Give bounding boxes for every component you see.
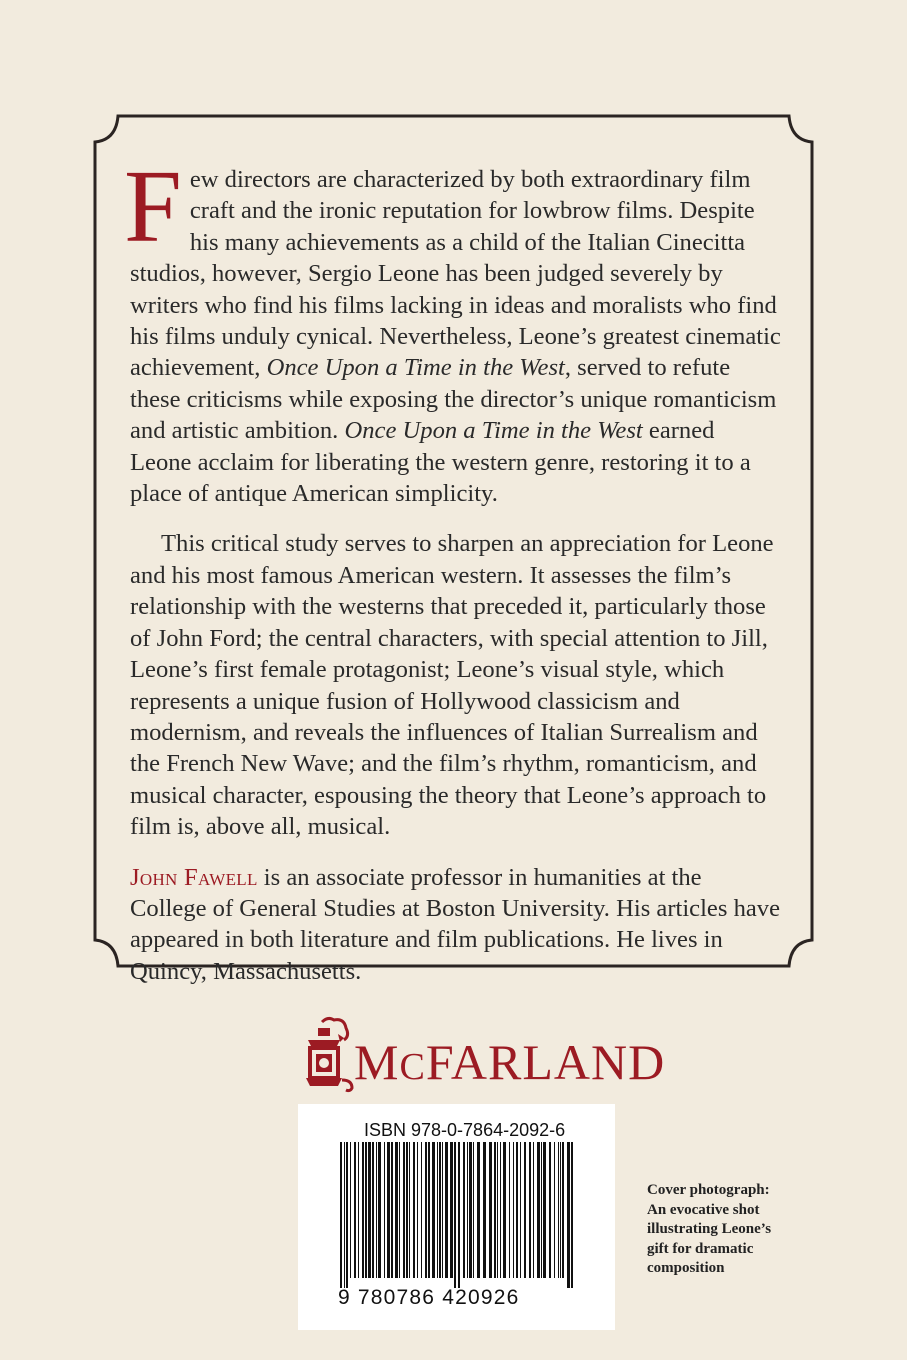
barcode-bar xyxy=(541,1142,542,1278)
barcode-panel xyxy=(298,1104,615,1330)
barcode-bar xyxy=(344,1142,345,1288)
barcode-bar xyxy=(524,1142,526,1278)
barcode-bar xyxy=(406,1142,408,1278)
barcode-bar xyxy=(439,1142,441,1278)
paragraph-study: This critical study serves to sharpen an appreciation for Leone and his most famous American western. It assesses the film’s relationship with the westerns that preceded it, particularly those of John Ford; the central characters, with special attention to Jill, Leone’s first female protagonist; Leone’s visual style, which represents a unique fusion of Hollywood classicism and modernism, and reveals the influences of Italian Surrealism and the French New Wave; and the film’s rhythm, romanticism, and musical character, espousing the theory that Leone’s approach to film is, above all, musical. xyxy=(130,530,774,841)
barcode-bar xyxy=(509,1142,510,1278)
barcode-bar xyxy=(391,1142,393,1278)
barcode-bar xyxy=(549,1142,551,1278)
barcode-bar xyxy=(368,1142,371,1278)
barcode-bar xyxy=(554,1142,555,1278)
barcode-bar xyxy=(362,1142,364,1278)
publisher-name: MCFARLAND xyxy=(354,1034,666,1090)
barcode-bar xyxy=(442,1142,443,1278)
drop-cap: F xyxy=(124,149,182,264)
caption-line: illustrating Leone’s xyxy=(647,1221,772,1238)
barcode-bar xyxy=(437,1142,438,1278)
caption-line: composition xyxy=(647,1260,725,1277)
barcode-bar xyxy=(413,1142,415,1278)
barcode-bar xyxy=(494,1142,496,1278)
barcode-bar xyxy=(417,1142,418,1278)
barcode-bar xyxy=(473,1142,474,1278)
lantern-icon xyxy=(300,1016,356,1096)
barcode-bar xyxy=(558,1142,559,1278)
barcode-bar xyxy=(387,1142,390,1278)
paragraph-author-bio: John Fawell is an associate professor in humanities at the College of General Studies at Boston University. His articles have appeared in both literature and film publications. He lives in Quincy, Massachusetts. xyxy=(130,863,780,985)
barcode-bar xyxy=(562,1142,564,1278)
barcode xyxy=(338,1142,578,1288)
barcode-bar xyxy=(395,1142,398,1278)
paragraph-intro: Few directors are characterized by both extraordinary film craft and the ironic reputation for lowbrow films. Despite his many achievements as a child of the Italian Cinecitta studios, however, Sergio Leone has been judged severely by writers who find his films lacking in ideas and moralists who find his films unduly cynical. Nevertheless, Leone’s greatest cinematic achievement, Once Upon a Time in the West, served to refute these criticisms while exposing the director’s unique romanticism and artistic ambition. Once Upon a Time in the West earned Leone acclaim for liberating the western genre, restoring it to a place of antique American simplicity. xyxy=(124,149,781,508)
barcode-bar xyxy=(358,1142,359,1278)
caption-line: gift for dramatic xyxy=(647,1240,754,1257)
barcode-bar xyxy=(450,1142,453,1278)
barcode-bar xyxy=(428,1142,430,1278)
barcode-bar xyxy=(463,1142,465,1278)
barcode-bar xyxy=(350,1142,351,1278)
barcode-bar xyxy=(354,1142,356,1278)
barcode-bar xyxy=(384,1142,385,1278)
barcode-bar xyxy=(483,1142,486,1278)
barcode-bar xyxy=(567,1142,570,1288)
barcode-bar xyxy=(445,1142,448,1278)
caption-line: An evocative shot xyxy=(647,1201,760,1218)
barcode-bar xyxy=(340,1142,342,1288)
barcode-bar xyxy=(533,1142,534,1278)
barcode-bar xyxy=(529,1142,531,1278)
barcode-bar xyxy=(409,1142,410,1278)
barcode-bar xyxy=(477,1142,480,1278)
barcode-bar xyxy=(467,1142,468,1278)
barcode-bar xyxy=(399,1142,400,1278)
barcode-bar xyxy=(497,1142,498,1278)
barcode-bar xyxy=(520,1142,521,1278)
barcode-bar xyxy=(421,1142,422,1278)
barcode-bar xyxy=(346,1142,348,1288)
cover-photo-caption xyxy=(647,1181,807,1279)
barcode-bar xyxy=(537,1142,540,1278)
barcode-bar xyxy=(469,1142,472,1278)
barcode-bar xyxy=(560,1142,561,1278)
barcode-bar xyxy=(365,1142,367,1278)
barcode-bar xyxy=(516,1142,518,1278)
barcode-digits: 9 780786 420926 xyxy=(338,1286,520,1309)
barcode-bar xyxy=(513,1142,514,1278)
barcode-bar xyxy=(403,1142,405,1278)
barcode-bar xyxy=(454,1142,456,1288)
description-text xyxy=(124,149,782,987)
film-title: Once Upon a Time in the West xyxy=(266,354,565,382)
film-title: Once Upon a Time in the West xyxy=(344,417,643,445)
isbn-label: ISBN 978-0-7864-2092-6 xyxy=(364,1120,566,1140)
barcode-bar xyxy=(372,1142,374,1278)
barcode-bar xyxy=(425,1142,427,1278)
barcode-bar xyxy=(432,1142,435,1278)
barcode-bar xyxy=(378,1142,381,1278)
author-name: John Fawell xyxy=(130,863,258,891)
barcode-bar xyxy=(458,1142,460,1288)
publisher-logo xyxy=(300,1016,666,1096)
barcode-bar xyxy=(571,1142,573,1288)
barcode-bar xyxy=(503,1142,506,1278)
barcode-bar xyxy=(500,1142,501,1278)
barcode-bar xyxy=(376,1142,377,1278)
caption-line: Cover photograph: xyxy=(647,1182,770,1198)
barcode-bar xyxy=(543,1142,546,1278)
barcode-bar xyxy=(489,1142,492,1278)
